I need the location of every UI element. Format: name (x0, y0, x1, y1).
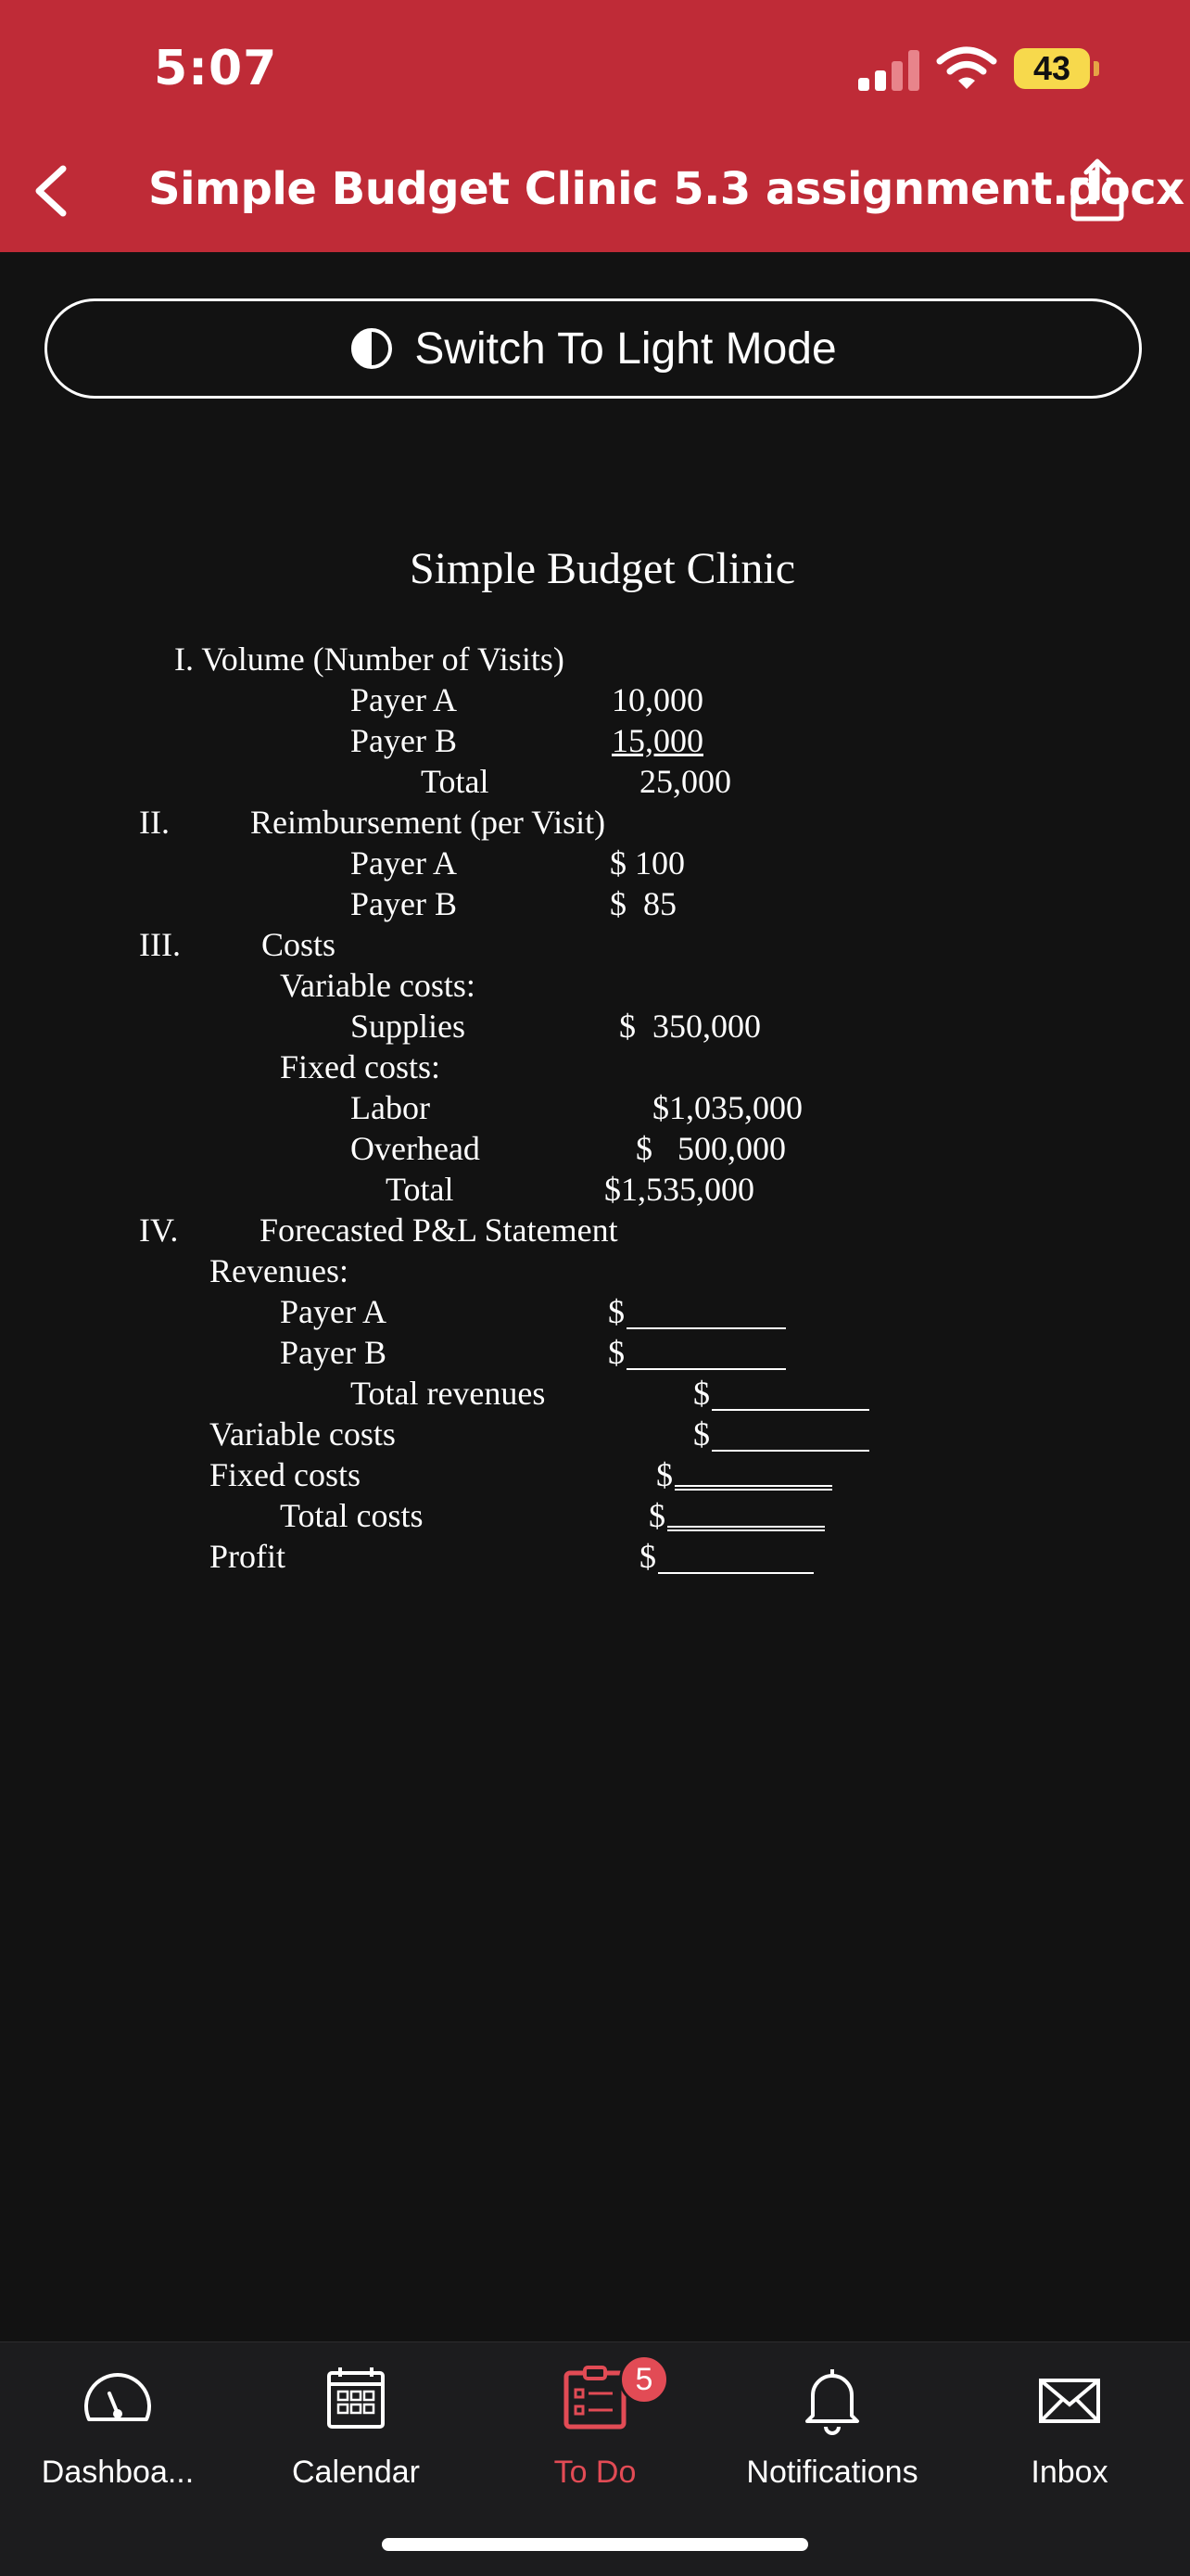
total-revenues-dollar: $ (693, 1375, 710, 1412)
variable-costs-blank[interactable] (712, 1450, 869, 1452)
todo-count-badge: 5 (619, 2354, 669, 2405)
costs-total-label: Total (386, 1171, 454, 1208)
pl-payer-b-dollar: $ (608, 1334, 625, 1371)
pl-payer-b-label: Payer B (280, 1334, 386, 1371)
overhead-label: Overhead (350, 1130, 480, 1167)
pl-payer-a-label: Payer A (280, 1293, 386, 1330)
fixed-costs-heading: Fixed costs: (280, 1048, 441, 1085)
pl-payer-b-blank[interactable] (627, 1368, 786, 1370)
labor-value: $1,035,000 (652, 1089, 803, 1126)
profit-dollar: $ (639, 1538, 656, 1575)
section-2-number: II. (139, 804, 170, 841)
tab-notifications-label: Notifications (746, 2455, 918, 2490)
variable-costs-heading: Variable costs: (280, 967, 475, 1004)
reimb-payer-a-label: Payer A (350, 844, 457, 882)
inbox-icon (1028, 2358, 1111, 2442)
total-revenues-blank[interactable] (712, 1409, 869, 1411)
battery-nub (1094, 61, 1099, 76)
section-4-number: IV. (139, 1212, 179, 1249)
tab-calendar[interactable] (254, 2358, 458, 2491)
contrast-icon (349, 326, 394, 371)
section-3-number: III. (139, 926, 181, 963)
dashboard-icon (76, 2358, 159, 2442)
document-title: Simple Budget Clinic 5.3 assignment.docx (148, 163, 1184, 215)
reimb-payer-b-label: Payer B (350, 885, 457, 922)
total-revenues-label: Total revenues (350, 1375, 546, 1412)
revenues-heading: Revenues: (209, 1252, 348, 1289)
tab-todo-label: To Do (553, 2455, 637, 2490)
fixed-costs-dollar: $ (656, 1456, 673, 1493)
reimb-payer-a-value: $ 100 (610, 844, 685, 882)
volume-payer-a-label: Payer A (350, 681, 457, 718)
overhead-value: $ 500,000 (636, 1130, 786, 1167)
tab-dashboard[interactable] (16, 2358, 220, 2491)
section-4-heading: Forecasted P&L Statement (260, 1212, 618, 1249)
total-costs-label: Total costs (280, 1497, 424, 1534)
cellular-signal-icon (858, 48, 923, 91)
pl-payer-a-dollar: $ (608, 1293, 625, 1330)
wifi-icon (936, 44, 997, 91)
total-costs-blank[interactable] (667, 1526, 825, 1531)
section-2-heading: Reimbursement (per Visit) (250, 804, 606, 841)
labor-label: Labor (350, 1089, 430, 1126)
doc-heading: Simple Budget Clinic (410, 544, 795, 593)
calendar-icon (314, 2358, 398, 2442)
battery-indicator: 43 (1014, 48, 1090, 89)
tab-inbox-label: Inbox (1031, 2455, 1108, 2490)
tab-dashboard-label: Dashboa... (41, 2455, 195, 2490)
home-indicator[interactable] (382, 2538, 808, 2551)
supplies-label: Supplies (350, 1008, 466, 1045)
switch-light-mode-label: Switch To Light Mode (414, 324, 837, 374)
costs-total-value: $1,535,000 (604, 1171, 754, 1208)
volume-total-label: Total (421, 763, 489, 800)
profit-blank[interactable] (658, 1572, 814, 1574)
document-body (0, 519, 1190, 1631)
volume-total-value: 25,000 (639, 763, 731, 800)
variable-costs-dollar: $ (693, 1415, 710, 1453)
switch-light-mode-button[interactable] (44, 298, 1142, 399)
volume-payer-b-value: 15,000 (612, 722, 703, 759)
back-chevron-icon[interactable] (28, 163, 74, 219)
supplies-value: $ 350,000 (619, 1008, 761, 1045)
total-costs-dollar: $ (649, 1497, 665, 1534)
status-time: 5:07 (154, 41, 278, 96)
section-3-heading: Costs (261, 926, 336, 963)
tab-calendar-label: Calendar (292, 2455, 420, 2490)
volume-payer-a-value: 10,000 (612, 681, 703, 718)
bell-icon (791, 2358, 874, 2442)
fixed-costs-label: Fixed costs (209, 1456, 361, 1493)
tab-inbox[interactable] (968, 2358, 1171, 2491)
variable-costs-label: Variable costs (209, 1415, 396, 1453)
fixed-costs-blank[interactable] (675, 1485, 832, 1491)
pl-payer-a-blank[interactable] (627, 1327, 786, 1329)
share-icon[interactable] (1068, 156, 1127, 222)
profit-label: Profit (209, 1538, 286, 1575)
section-1-heading: I. Volume (Number of Visits) (174, 641, 564, 678)
volume-payer-b-label: Payer B (350, 722, 457, 759)
reimb-payer-b-value: $ 85 (610, 885, 677, 922)
tab-notifications[interactable] (730, 2358, 934, 2491)
